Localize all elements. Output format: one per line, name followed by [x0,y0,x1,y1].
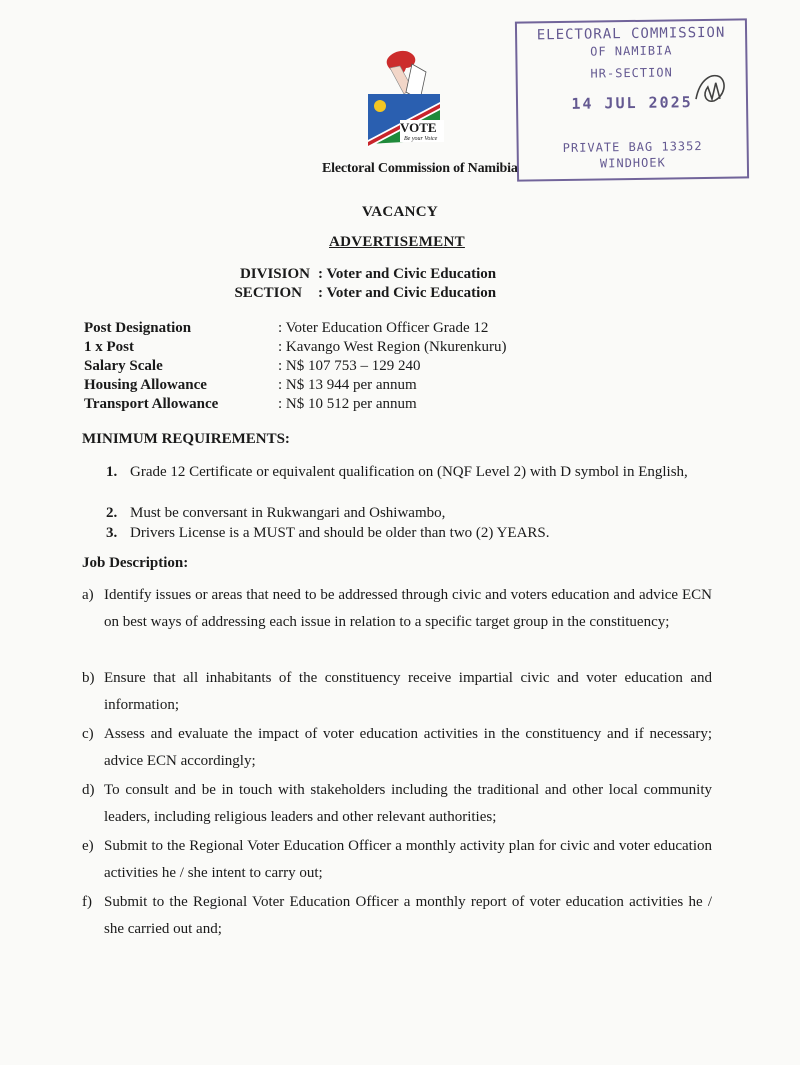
requirement-item [106,504,706,523]
job-item-letter: c) [82,726,94,742]
job-item-text: Submit to the Regional Voter Education Officer a monthly activity plan for civic and voter education activities he / she intent to carry out; [104,838,712,881]
hr-received-stamp [515,18,749,181]
detail-label: Housing Allowance [84,377,207,393]
job-item-letter: e) [82,838,94,854]
job-item-text: To consult and be in touch with stakeholders including the traditional and other local community leaders, including religious leaders and other relevant authorities; [104,782,712,825]
job-item-text: Submit to the Regional Voter Education Officer a monthly report of voter education activities he / she carried out and; [104,894,712,937]
stamp-line-6: WINDHOEK [599,155,666,171]
detail-label: Transport Allowance [84,396,219,412]
division-value: : Voter and Civic Education [318,266,497,282]
title-vacancy: VACANCY [362,204,438,220]
requirement-number: 3. [106,525,118,541]
job-item-letter: d) [82,782,95,798]
job-item-text: Ensure that all inhabitants of the constituency receive impartial civic and voter education and information; [104,670,712,713]
job-item-text: Assess and evaluate the impact of voter education activities in the constituency and if necessary; advice ECN accordingly; [104,726,712,769]
job-description-heading: Job Description: [82,555,189,571]
job-item-letter: f) [82,894,92,910]
detail-label: Post Designation [84,320,192,336]
detail-value: : N$ 10 512 per annum [278,396,417,412]
job-item-letter: a) [82,587,94,603]
org-name: Electoral Commission of Namibia [322,161,518,176]
job-item-text: Identify issues or areas that need to be addressed through civic and voters education and advice ECN on best ways of addressing each issue in relation to a specific target group in the constituency; [104,587,712,630]
detail-label: Salary Scale [84,358,163,374]
detail-value: : Voter Education Officer Grade 12 [278,320,489,336]
detail-value: : N$ 107 753 – 129 240 [278,358,421,374]
detail-value: : N$ 13 944 per annum [278,377,417,393]
section-label: SECTION [234,285,302,301]
requirement-text: Grade 12 Certificate or equivalent qualification on (NQF Level 2) with D symbol in English, [130,464,688,480]
title-advertisement: ADVERTISEMENT [329,234,465,250]
requirement-text: Must be conversant in Rukwangari and Oshiwambo, [130,505,446,521]
requirement-text: Drivers License is a MUST and should be older than two (2) YEARS. [130,525,550,541]
requirements-heading: MINIMUM REQUIREMENTS: [82,431,290,447]
requirement-item [106,463,706,501]
requirement-number: 1. [106,464,118,480]
detail-label: 1 x Post [84,339,134,355]
section-value: : Voter and Civic Education [318,285,497,301]
requirement-item [106,524,706,543]
stamp-line-2: OF NAMIBIA [590,43,673,59]
logo-subtext: Be your Voice [404,136,438,142]
job-item-letter: b) [82,670,95,686]
stamp-date: 14 JUL 2025 [571,93,693,113]
logo-vote-text: VOTE [400,120,437,135]
stamp-line-5: PRIVATE BAG 13352 [562,139,703,155]
ecn-logo [360,44,460,156]
division-label: DIVISION [239,266,310,282]
detail-value: : Kavango West Region (Nkurenkuru) [278,339,507,355]
requirement-number: 2. [106,505,118,521]
stamp-line-1: ELECTORAL COMMISSION [536,24,726,44]
signature-icon [690,69,731,110]
stamp-line-3: HR-SECTION [590,65,673,81]
